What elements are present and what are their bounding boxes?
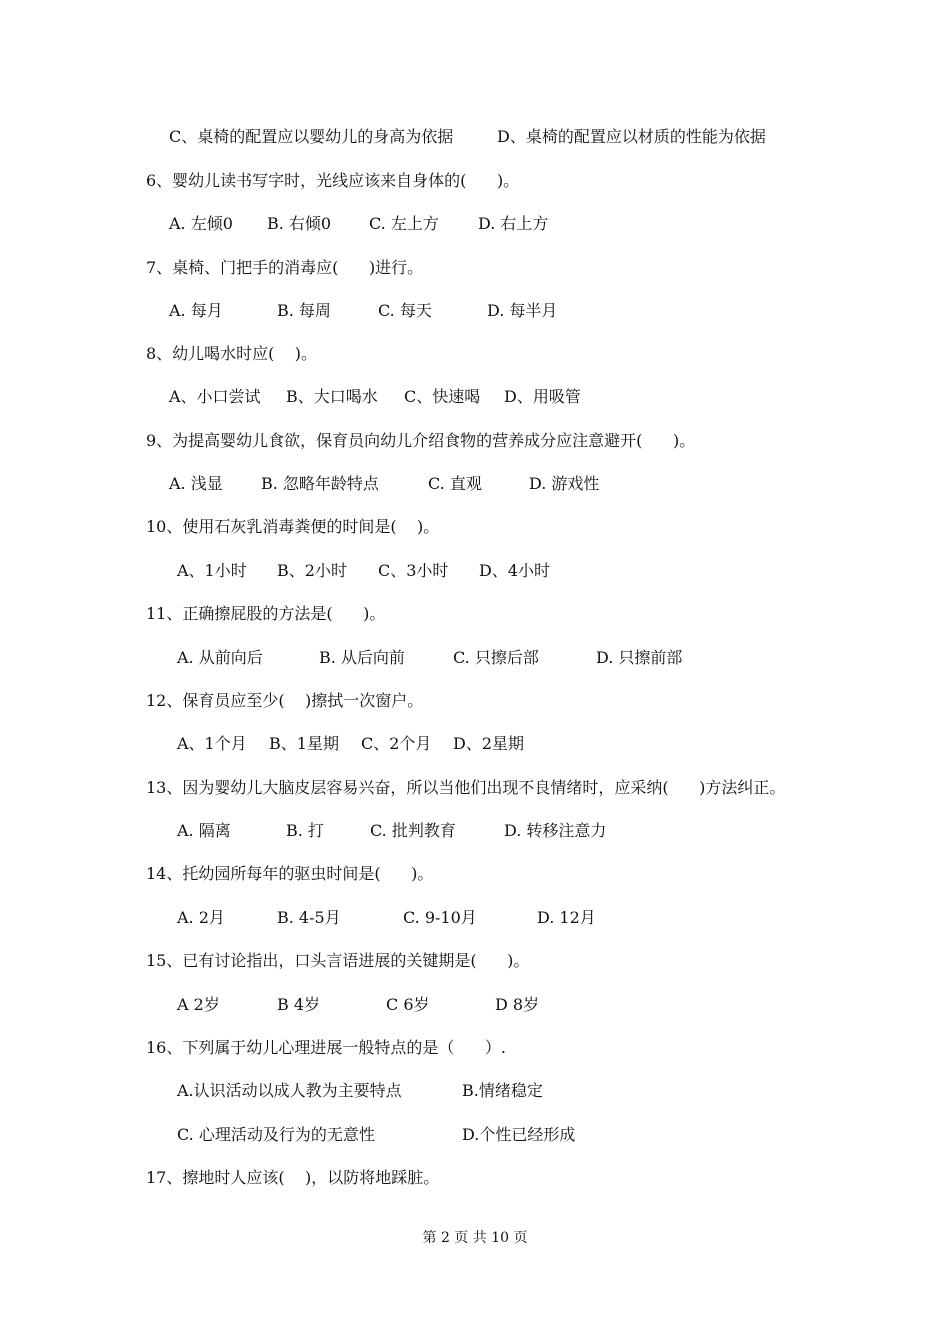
q11-option-a: A. 从前向后 [177,648,263,667]
q6-option-b: B. 右倾0 [267,214,332,233]
page-footer: 第 2 页 共 10 页 [422,1230,528,1246]
q9-option-d: D. 游戏性 [529,474,600,493]
q13-option-b: B. 打 [286,821,324,840]
q7-option-b: B. 每周 [277,301,331,320]
q12-option-c: C、2个月 [361,734,432,753]
q6-option-c: C. 左上方 [369,214,439,233]
q9-option-a: A. 浅显 [169,474,223,493]
q12-option-d: D、2星期 [453,734,525,753]
q14-option-a: A. 2月 [177,908,225,927]
q7-option-c: C. 每天 [378,301,432,320]
question-11: 11、正确擦屁股的方法是( )。 [146,604,386,623]
q16-option-a: A.认识活动以成人教为主要特点 [177,1081,402,1100]
question-10: 10、使用石灰乳消毒粪便的时间是( )。 [146,517,440,536]
q10-option-c: C、3小时 [378,561,449,580]
q15-option-b: B 4岁 [277,995,321,1014]
q8-option-b: B、大口喝水 [286,387,378,406]
q10-option-d: D、4小时 [479,561,551,580]
q9-option-c: C. 直观 [428,474,482,493]
q7-option-a: A. 每月 [169,301,223,320]
q6-option-a: A. 左倾0 [169,214,233,233]
q12-option-a: A、1个月 [177,734,247,753]
question-17: 17、擦地时人应该( )，以防将地踩脏。 [146,1168,440,1187]
q16-option-c: C. 心理活动及行为的无意性 [177,1125,375,1144]
q14-option-b: B. 4-5月 [277,908,341,927]
question-9: 9、为提高婴幼儿食欲，保育员向幼儿介绍食物的营养成分应注意避开( )。 [146,431,696,450]
q13-option-d: D. 转移注意力 [504,821,607,840]
q8-option-a: A、小口尝试 [169,387,261,406]
q6-option-d: D. 右上方 [478,214,549,233]
question-16: 16、下列属于幼儿心理进展一般特点的是（ ）. [146,1038,506,1057]
question-13: 13、因为婴幼儿大脑皮层容易兴奋，所以当他们出现不良情绪时，应采纳( )方法纠正。 [146,778,786,797]
q15-option-c: C 6岁 [386,995,430,1014]
question-6: 6、婴幼儿读书写字时，光线应该来自身体的( )。 [146,171,520,190]
q11-option-d: D. 只擦前部 [596,648,683,667]
q7-option-d: D. 每半月 [487,301,558,320]
q16-option-d: D.个性已经形成 [462,1125,576,1144]
q5-option-d: D、桌椅的配置应以材质的性能为依据 [497,127,766,146]
q12-option-b: B、1星期 [269,734,339,753]
q9-option-b: B. 忽略年龄特点 [261,474,379,493]
q8-option-c: C、快速喝 [404,387,481,406]
q10-option-b: B、2小时 [277,561,347,580]
question-7: 7、桌椅、门把手的消毒应( )进行。 [146,258,424,277]
q15-option-a: A 2岁 [177,995,220,1014]
q13-option-a: A. 隔离 [177,821,231,840]
q11-option-b: B. 从后向前 [319,648,405,667]
q14-option-c: C. 9-10月 [403,908,477,927]
q5-option-c: C、桌椅的配置应以婴幼儿的身高为依据 [169,127,454,146]
question-14: 14、托幼园所每年的驱虫时间是( )。 [146,864,434,883]
question-8: 8、幼儿喝水时应( )。 [146,344,318,363]
q16-option-b: B.情绪稳定 [462,1081,543,1100]
q15-option-d: D 8岁 [495,995,540,1014]
question-12: 12、保育员应至少( )擦拭一次窗户。 [146,691,424,710]
q14-option-d: D. 12月 [537,908,596,927]
q8-option-d: D、用吸管 [504,387,581,406]
q10-option-a: A、1小时 [177,561,247,580]
question-15: 15、已有讨论指出，口头言语进展的关键期是( )。 [146,951,530,970]
q13-option-c: C. 批判教育 [370,821,456,840]
q11-option-c: C. 只擦后部 [453,648,539,667]
